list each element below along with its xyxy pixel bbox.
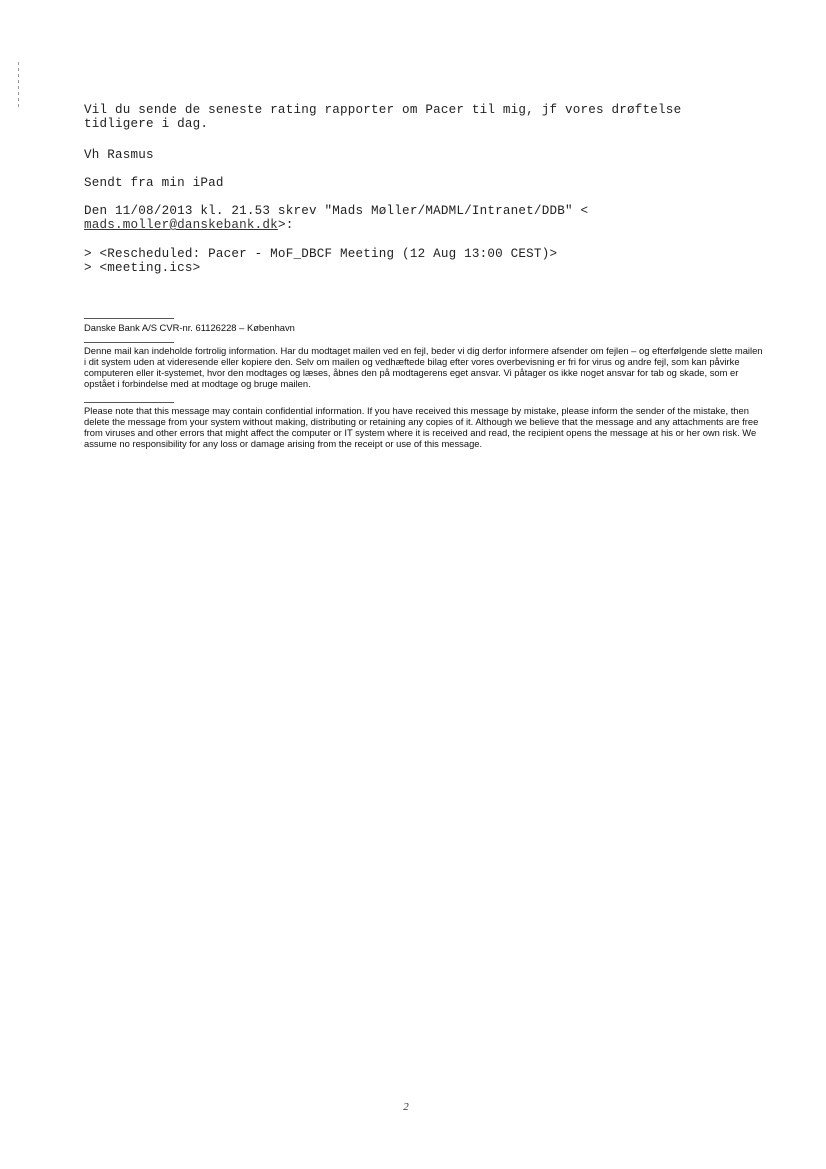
footer-divider-2 — [84, 342, 174, 343]
email-body-line-1: Vil du sende de seneste rating rapporter om Pacer til mig, jf vores drøftelse — [84, 103, 682, 117]
disclaimer-english: Please note that this message may contain confidential information. If you have received this message by mistake, please inform the sender of the mistake, then delete the message from your system without making, distributing or retaining any copies of it. Although we believe that the message and any attachments are free from viruses and other errors that might affect the computer or IT system where it is received and read, the recipient opens the message at his or her own risk. We assume no responsibility for any loss or damage arising from the receipt or use of this message. — [84, 405, 759, 449]
email-body — [84, 103, 681, 131]
quoted-message — [84, 247, 557, 275]
footer-divider-1 — [84, 318, 174, 319]
footer-divider-3 — [84, 402, 174, 403]
quote-header-suffix: >: — [277, 218, 294, 232]
disclaimer-danish: Denne mail kan indeholde fortrolig information. Har du modtaget mailen ved en fejl, beder vi dig derfor informere afsender om fejlen – og efterfølgende slette mailen i dit system uden at videresende eller kopiere den. Selv om mailen og vedhæftede bilag efter vores overbevisning er fri for virus og andre fejl, som kan påvirke computeren eller it-systemet, hvor den modtages og læses, åbnes den på modtagerens eget ansvar. Vi påtager os ikke noget ansvar for tab og skade, som er opstået i forbindelse med at modtage og bruge mailen. — [84, 345, 763, 389]
quoted-line-1: > <Rescheduled: Pacer - MoF_DBCF Meeting (12 Aug 13:00 CEST)> — [84, 247, 558, 261]
sender-email-link[interactable]: mads.moller@danskebank.dk — [84, 218, 278, 232]
margin-scan-mark — [18, 62, 19, 108]
email-signature: Vh Rasmus — [84, 148, 154, 162]
company-line: Danske Bank A/S CVR-nr. 61126228 – København — [84, 322, 295, 333]
sent-from-line: Sendt fra min iPad — [84, 176, 224, 190]
quoted-line-2: > <meeting.ics> — [84, 261, 201, 275]
email-body-line-2: tidligere i dag. — [84, 117, 209, 131]
quote-header-line: Den 11/08/2013 kl. 21.53 skrev "Mads Møller/MADML/Intranet/DDB" < — [84, 204, 589, 218]
page-number: 2 — [403, 1101, 409, 1113]
quote-header — [84, 204, 588, 232]
